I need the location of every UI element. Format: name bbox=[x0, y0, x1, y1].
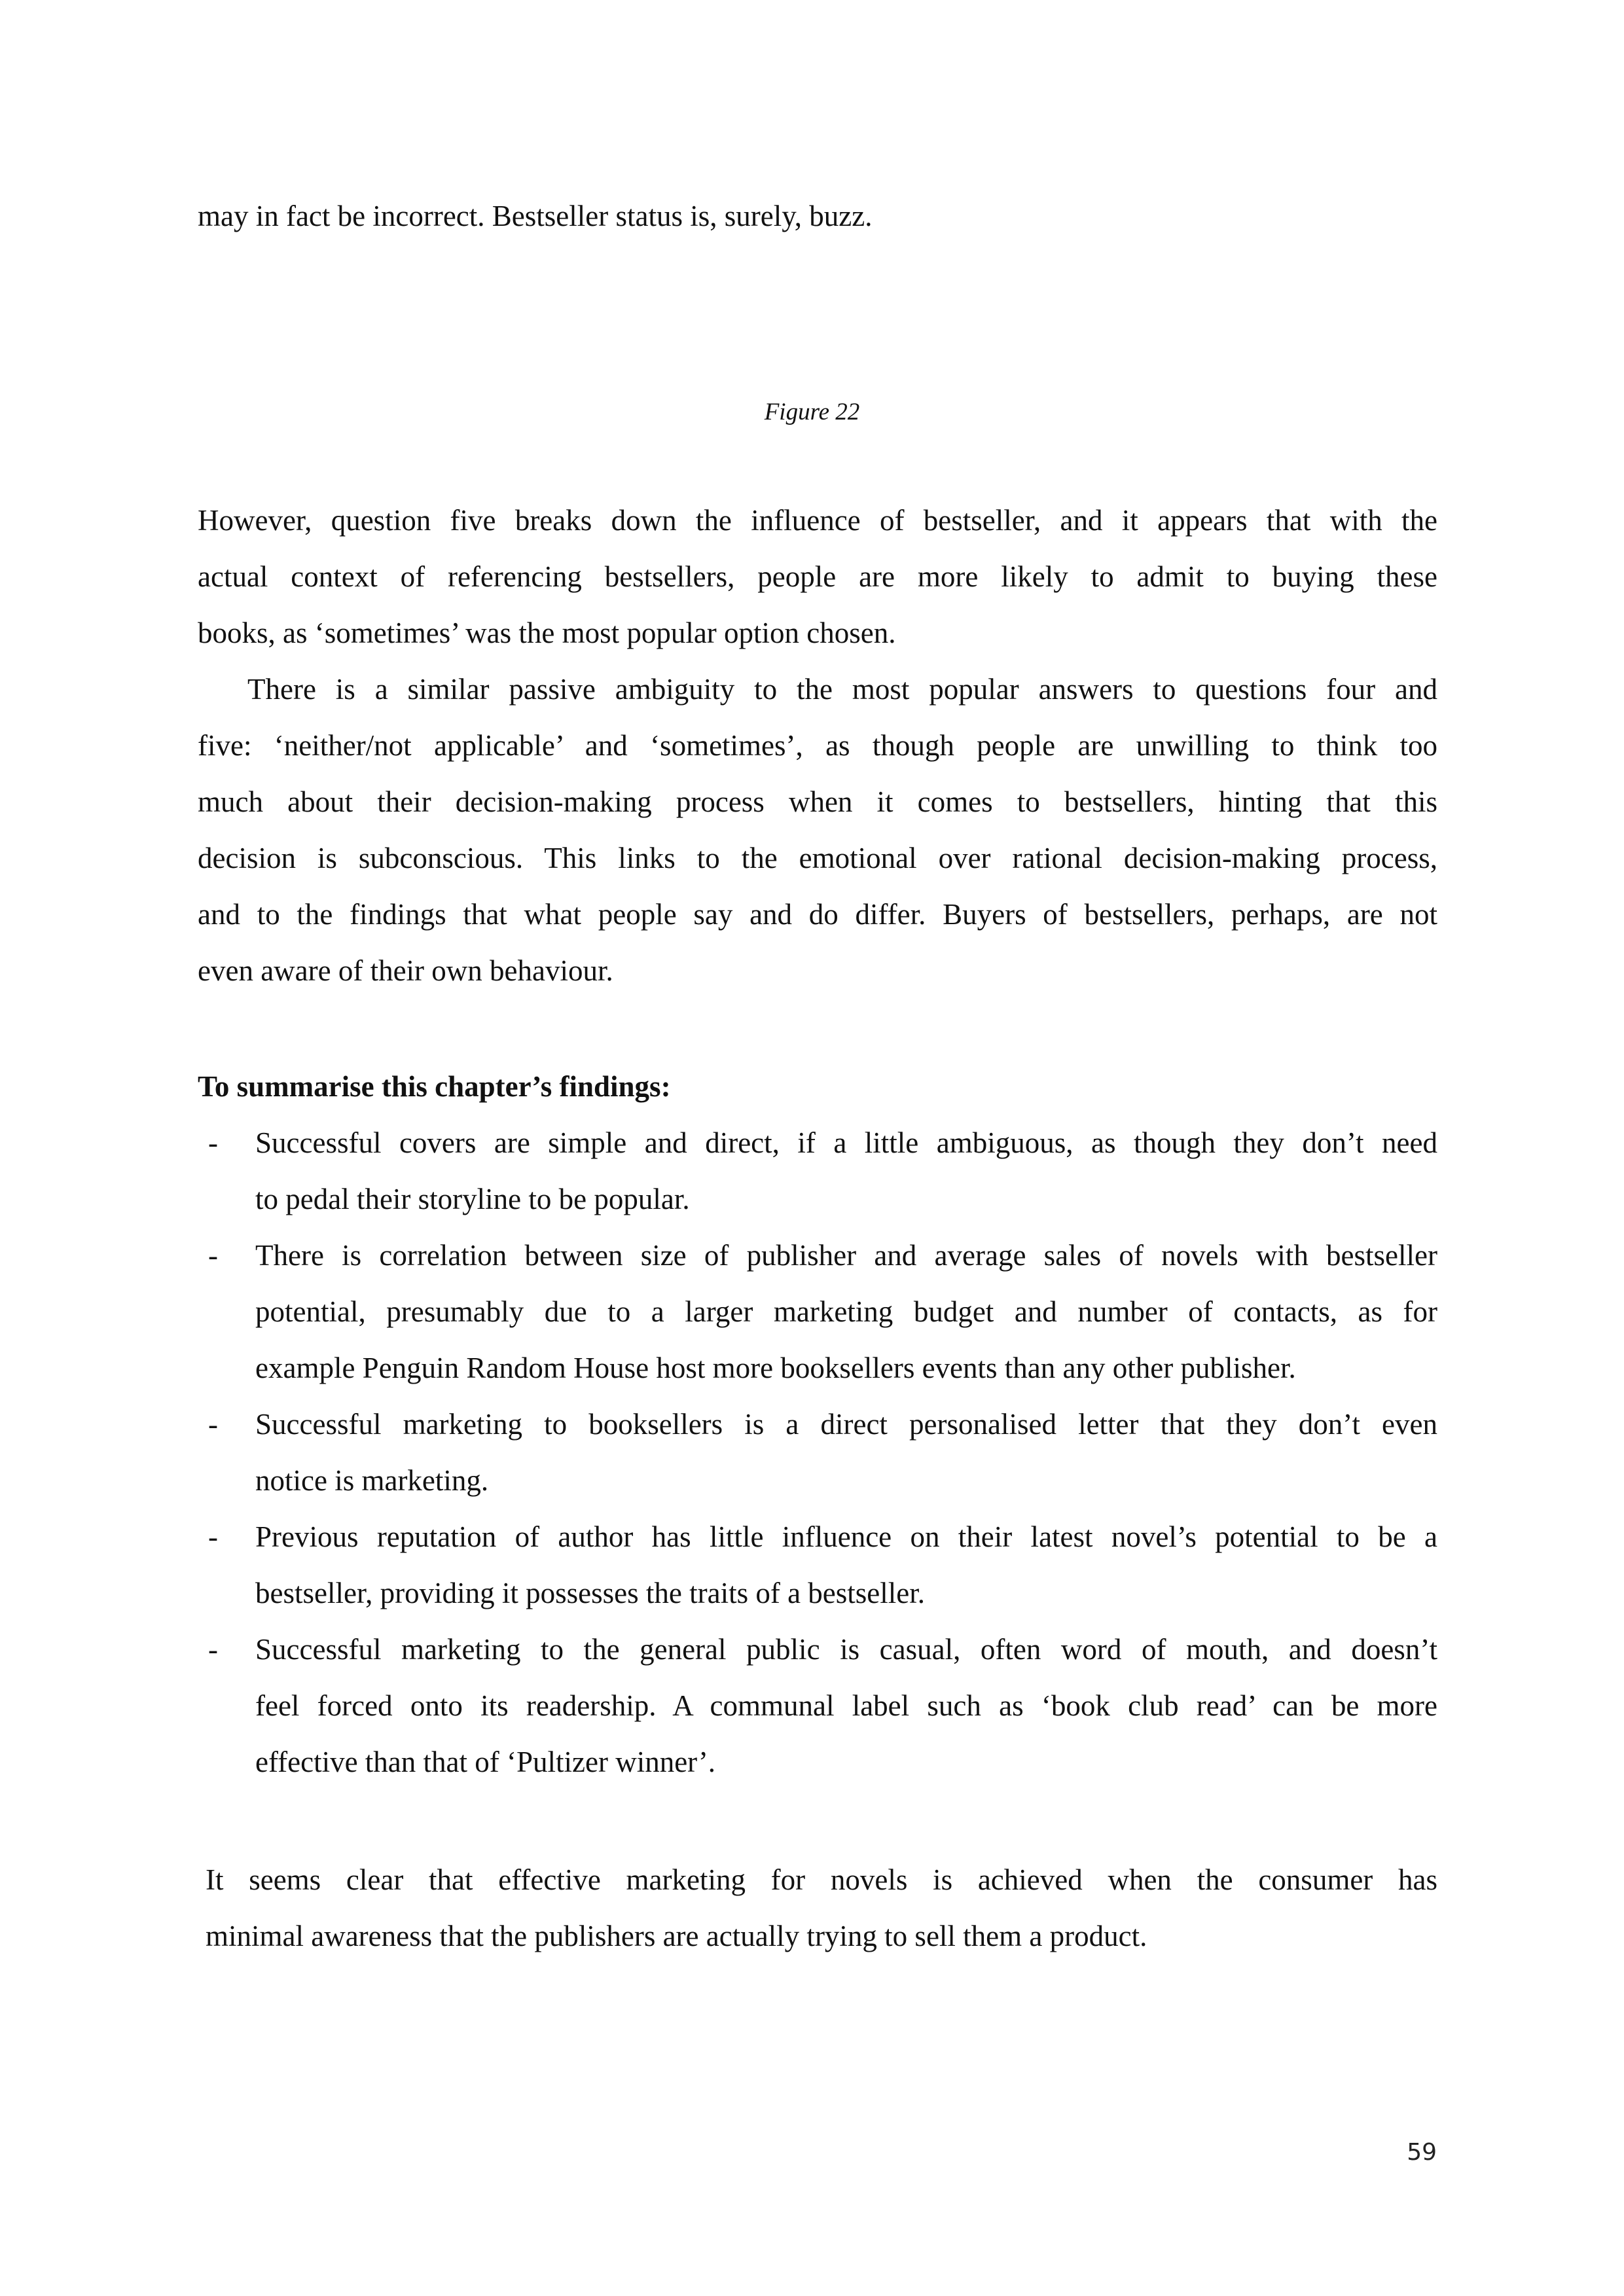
list-item-line: Successful covers are simple and direct, if a little ambiguous, as though they don’t need bbox=[255, 1126, 1437, 1159]
page-number: 59 bbox=[1407, 2139, 1437, 2166]
paragraph-line: five: ‘neither/not applicable’ and ‘sometimes’, as though people are unwilling to think too bbox=[198, 729, 1437, 762]
list-item-line: Previous reputation of author has little influence on their latest novel’s potential to be a bbox=[255, 1520, 1437, 1553]
top-fragment-text: may in fact be incorrect. Bestseller status is, surely, buzz. bbox=[198, 200, 873, 232]
paragraph-line: much about their decision-making process when it comes to bestsellers, hinting that this bbox=[198, 785, 1437, 818]
bullet-dash: - bbox=[208, 1126, 218, 1159]
list-item-line: bestseller, providing it possesses the traits of a bestseller. bbox=[255, 1577, 926, 1609]
paragraph-line: decision is subconscious. This links to the emotional over rational decision-making process, bbox=[198, 842, 1437, 874]
paragraph-line: There is a similar passive ambiguity to the most popular answers to questions four and bbox=[247, 673, 1437, 706]
figure-caption: Figure 22 bbox=[764, 399, 860, 425]
bullet-dash: - bbox=[208, 1520, 218, 1553]
list-item-line: There is correlation between size of publisher and average sales of novels with bestseller bbox=[255, 1239, 1437, 1272]
list-item-line: feel forced onto its readership. A communal label such as ‘book club read’ can be more bbox=[255, 1689, 1437, 1722]
bullet-dash: - bbox=[208, 1408, 218, 1441]
list-item-line: Successful marketing to booksellers is a direct personalised letter that they don’t even bbox=[255, 1408, 1437, 1441]
paragraph-line: However, question five breaks down the influence of bestseller, and it appears that with the bbox=[198, 504, 1437, 537]
paragraph-line: and to the findings that what people say and do differ. Buyers of bestsellers, perhaps, are not bbox=[198, 898, 1437, 931]
list-item-line: example Penguin Random House host more booksellers events than any other publisher. bbox=[255, 1352, 1296, 1384]
bullet-dash: - bbox=[208, 1633, 218, 1666]
list-item-line: to pedal their storyline to be popular. bbox=[255, 1183, 690, 1215]
list-item-line: notice is marketing. bbox=[255, 1464, 489, 1497]
paragraph-line: minimal awareness that the publishers are actually trying to sell them a product. bbox=[206, 1920, 1147, 1952]
list-item-line: potential, presumably due to a larger marketing budget and number of contacts, as for bbox=[255, 1295, 1437, 1328]
paragraph-line: books, as ‘sometimes’ was the most popular option chosen. bbox=[198, 617, 896, 649]
paragraph-line: even aware of their own behaviour. bbox=[198, 954, 613, 987]
paragraph-line: actual context of referencing bestsellers, people are more likely to admit to buying these bbox=[198, 560, 1437, 593]
summary-heading: To summarise this chapter’s findings: bbox=[198, 1070, 671, 1103]
list-item-line: effective than that of ‘Pultizer winner’. bbox=[255, 1746, 716, 1778]
paragraph-line: It seems clear that effective marketing for novels is achieved when the consumer has bbox=[206, 1863, 1437, 1896]
bullet-dash: - bbox=[208, 1239, 218, 1272]
list-item-line: Successful marketing to the general public is casual, often word of mouth, and doesn’t bbox=[255, 1633, 1437, 1666]
